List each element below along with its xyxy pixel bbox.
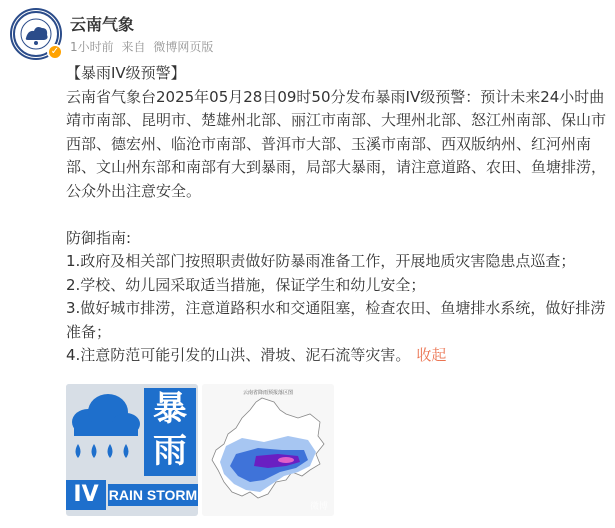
rain-cloud-icon xyxy=(66,384,144,476)
rainstorm-big-text: 暴雨 xyxy=(144,388,196,476)
guide-item-4-text: 4.注意防范可能引发的山洪、滑坡、泥石流等灾害。 xyxy=(66,346,411,364)
guide-item-3: 3.做好城市排涝，注意道路积水和交通阻塞，检查农田、鱼塘排水系统，做好排涝准备； xyxy=(66,299,606,341)
post-meta xyxy=(70,38,217,55)
guide-item-4 xyxy=(66,344,610,368)
yunnan-map-icon xyxy=(202,384,334,516)
rainfall-forecast-map-image[interactable] xyxy=(202,384,334,516)
image-watermark: 微博 xyxy=(309,502,328,512)
guide-item-1: 1.政府及相关部门按照职责做好防暴雨准备工作，开展地质灾害隐患点巡查； xyxy=(66,252,576,270)
author-name[interactable]: 云南气象 xyxy=(70,15,135,34)
verified-badge-icon: ✓ xyxy=(47,44,63,60)
guide-item-2: 2.学校、幼儿园采取适当措施，保证学生和幼儿安全； xyxy=(66,275,426,294)
post-body: 云南省气象台2025年05月28日09时50分发布暴雨IV级预警：预计未来24小时曲靖市南部、昆明市、楚雄州北部、丽江市南部、大理州北部、怒江州南部、保山市西部、德宏州、临沧市南部、普洱市大部、玉溪市南部、西双版纳州、红河州南部、文山州东部和南部有大到暴雨，局部大暴雨，请注意道路、农田、鱼塘排涝，公众外出注意安全。 xyxy=(66,87,607,200)
post-title: 【暴雨IV级预警】 xyxy=(66,64,186,82)
post-content xyxy=(66,62,610,368)
collapse-link[interactable]: 收起 xyxy=(416,346,447,364)
rainstorm-warning-image[interactable] xyxy=(66,384,198,516)
post-header xyxy=(10,8,610,64)
warning-level: IV xyxy=(66,480,106,510)
post-time[interactable]: 1小时前 xyxy=(70,40,114,54)
source-prefix: 来自 xyxy=(121,40,146,54)
rainstorm-label: RAIN STORM xyxy=(108,484,198,506)
map-title: 云南省降雨预报落区图 xyxy=(242,390,294,396)
post-source[interactable]: 微博网页版 xyxy=(153,40,214,54)
guide-title: 防御指南: xyxy=(66,228,132,247)
post-images xyxy=(66,384,346,516)
